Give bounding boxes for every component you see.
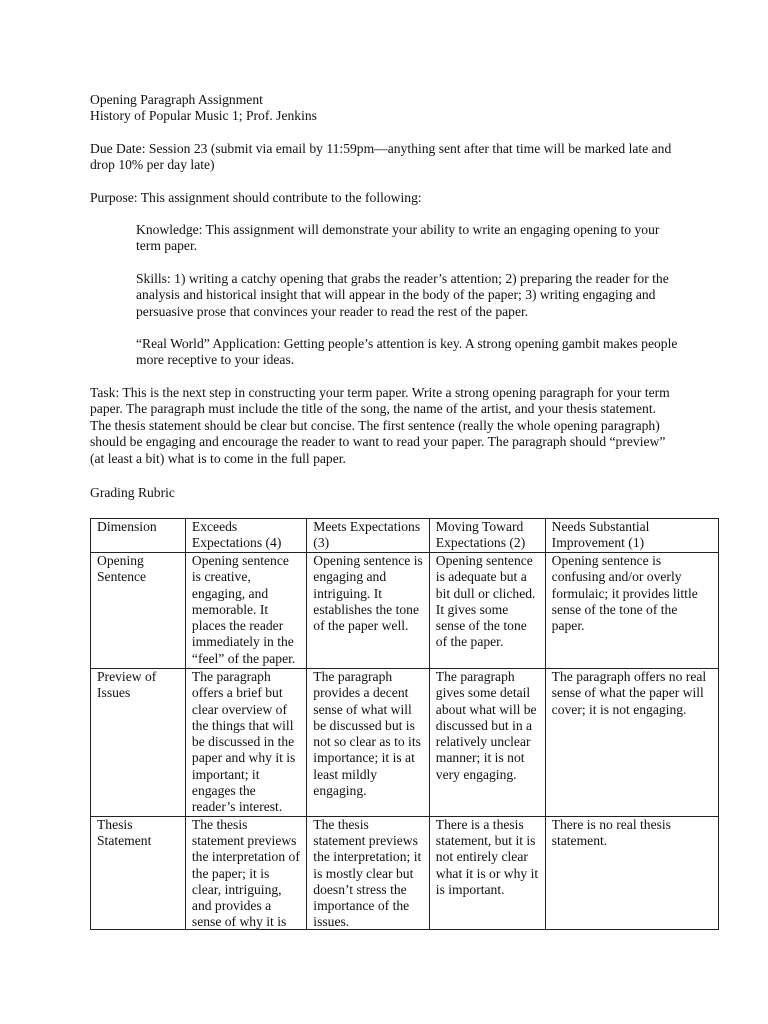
header-meets: Meets Expectations (3) [307, 519, 430, 553]
rubric-title: Grading Rubric [90, 484, 175, 500]
cell-text: There is no real thesis statement. [551, 816, 671, 848]
assignment-document [90, 92, 690, 501]
cell-exceeds: Opening sentence is creative, engaging, and memorable. It places the reader immediately in the “feel” of the paper. [185, 553, 306, 669]
cell-needs: Opening sentence is confusing and/or overly formulaic; it provides little sense of the tone of the paper. [545, 553, 718, 669]
table-row [91, 669, 719, 817]
purpose-real-world: “Real World” Application: Getting people’s attention is key. A strong opening gambit makes people more receptive to your ideas. [136, 336, 678, 368]
header-moving: Moving Toward Expectations (2) [429, 519, 545, 553]
cell-needs: The paragraph offers no real sense of what the paper will cover; it is not engaging. [545, 669, 718, 817]
table-row [91, 553, 719, 669]
cell-meets: Opening sentence is engaging and intriguing. It establishes the tone of the paper well. [307, 553, 430, 669]
row-dimension [91, 816, 186, 929]
task-description: Task: This is the next step in constructing your term paper. Write a strong opening paragraph for your term paper. The paragraph must include the title of the song, the name of the artist, and your thesis statement. The thesis statement should be clear but concise. The first sentence (really the whole opening paragraph) should be engaging and encourage the reader to want to read your paper. The paragraph should “preview” (at least a bit) what is to come in the full paper. [90, 384, 670, 466]
cell-moving [429, 816, 545, 929]
rubric-header-row [91, 519, 719, 553]
table-row [91, 816, 719, 929]
row-dimension: Opening Sentence [91, 553, 186, 669]
header-needs: Needs Substantial Improvement (1) [545, 519, 718, 553]
cell-meets: The paragraph provides a decent sense of what will be discussed but is not so clear as to its importance; it is at least mildly engaging. [307, 669, 430, 817]
cell-moving: The paragraph gives some detail about what will be discussed but in a relatively unclear manner; it is not very engaging. [429, 669, 545, 817]
cell-needs [545, 816, 718, 929]
grading-rubric-table [90, 518, 719, 930]
cell-text: Thesis Statement [97, 816, 152, 848]
purpose-skills: Skills: 1) writing a catchy opening that grabs the reader’s attention; 2) preparing the reader for the analysis and historical insight that will appear in the body of the paper; 3) writing engaging and persuasive prose that convinces your reader to read the rest of the paper. [136, 270, 669, 319]
due-date: Due Date: Session 23 (submit via email by 11:59pm—anything sent after that time will be marked late and drop 10% per day late) [90, 140, 672, 173]
row-dimension: Preview of Issues [91, 669, 186, 817]
cell-moving: Opening sentence is adequate but a bit dull or cliched. It gives some sense of the tone of the paper. [429, 553, 545, 669]
cell-text: The thesis statement previews the interpretation; it is mostly clear but doesn’t stress the importance of the issues. [313, 816, 422, 929]
cell-meets [307, 816, 430, 929]
cell-text: The thesis statement previews the interpretation of the paper; it is clear, intriguing, and provides a sense of why it is [191, 816, 300, 929]
cell-exceeds: The paragraph offers a brief but clear overview of the things that will be discussed in the paper and why it is important; it engages the reader’s interest. [185, 669, 306, 817]
purpose-knowledge: Knowledge: This assignment will demonstrate your ability to write an engaging opening to your term paper. [136, 222, 660, 254]
purpose-intro: Purpose: This assignment should contribute to the following: [90, 189, 422, 205]
header-dimension: Dimension [91, 519, 186, 553]
assignment-title: Opening Paragraph Assignment [90, 92, 263, 107]
assignment-header [90, 92, 690, 125]
cell-exceeds [185, 816, 306, 929]
cell-text: There is a thesis statement, but it is not entirely clear what it is or why it is important. [435, 816, 539, 897]
course-info: History of Popular Music 1; Prof. Jenkins [90, 108, 317, 124]
header-exceeds: Exceeds Expectations (4) [185, 519, 306, 553]
